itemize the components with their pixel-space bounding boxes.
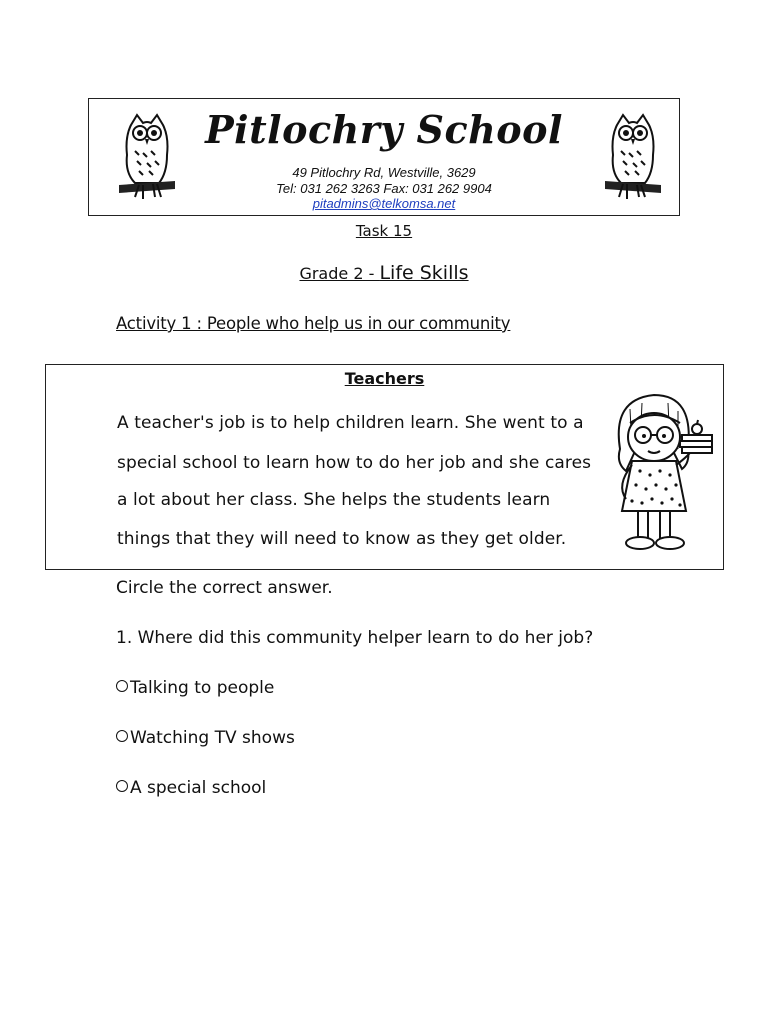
school-address: 49 Pitlochry Rd, Westville, 3629 — [292, 165, 476, 180]
answer-option[interactable] — [116, 778, 266, 798]
radio-circle-icon[interactable] — [116, 730, 128, 742]
instruction-text: Circle the correct answer. — [116, 578, 333, 598]
subject-label: Life Skills — [379, 262, 469, 284]
answer-option[interactable] — [116, 728, 295, 748]
radio-circle-icon[interactable] — [116, 780, 128, 792]
reading-line: things that they will need to know as they get older. — [117, 529, 567, 549]
grade-label: Grade 2 - — [299, 264, 380, 283]
teachers-title: Teachers — [344, 369, 425, 388]
school-header — [88, 98, 680, 216]
option-label: A special school — [130, 778, 267, 798]
school-contact: Tel: 031 262 3263 Fax: 031 262 9904 — [276, 181, 492, 196]
school-name: Pitlochry School — [205, 107, 563, 152]
owl-icon — [603, 111, 663, 203]
question-text: 1. Where did this community helper learn to do her job? — [116, 628, 594, 648]
task-title: Task 15 — [355, 222, 413, 240]
reading-line: special school to learn how to do her job and she cares — [117, 453, 592, 473]
teacher-illustration — [602, 389, 722, 559]
school-email-link[interactable]: pitadmins@telkomsa.net — [312, 196, 456, 211]
activity-heading: Activity 1 : People who help us in our community — [116, 314, 511, 333]
teachers-reading-box — [45, 364, 724, 570]
option-label: Watching TV shows — [130, 728, 295, 748]
grade-heading — [0, 262, 768, 284]
reading-line: A teacher's job is to help children learn. She went to a — [117, 413, 584, 433]
option-label: Talking to people — [130, 678, 275, 698]
answer-option[interactable] — [116, 678, 274, 698]
radio-circle-icon[interactable] — [116, 680, 128, 692]
reading-line: a lot about her class. She helps the students learn — [117, 490, 551, 510]
